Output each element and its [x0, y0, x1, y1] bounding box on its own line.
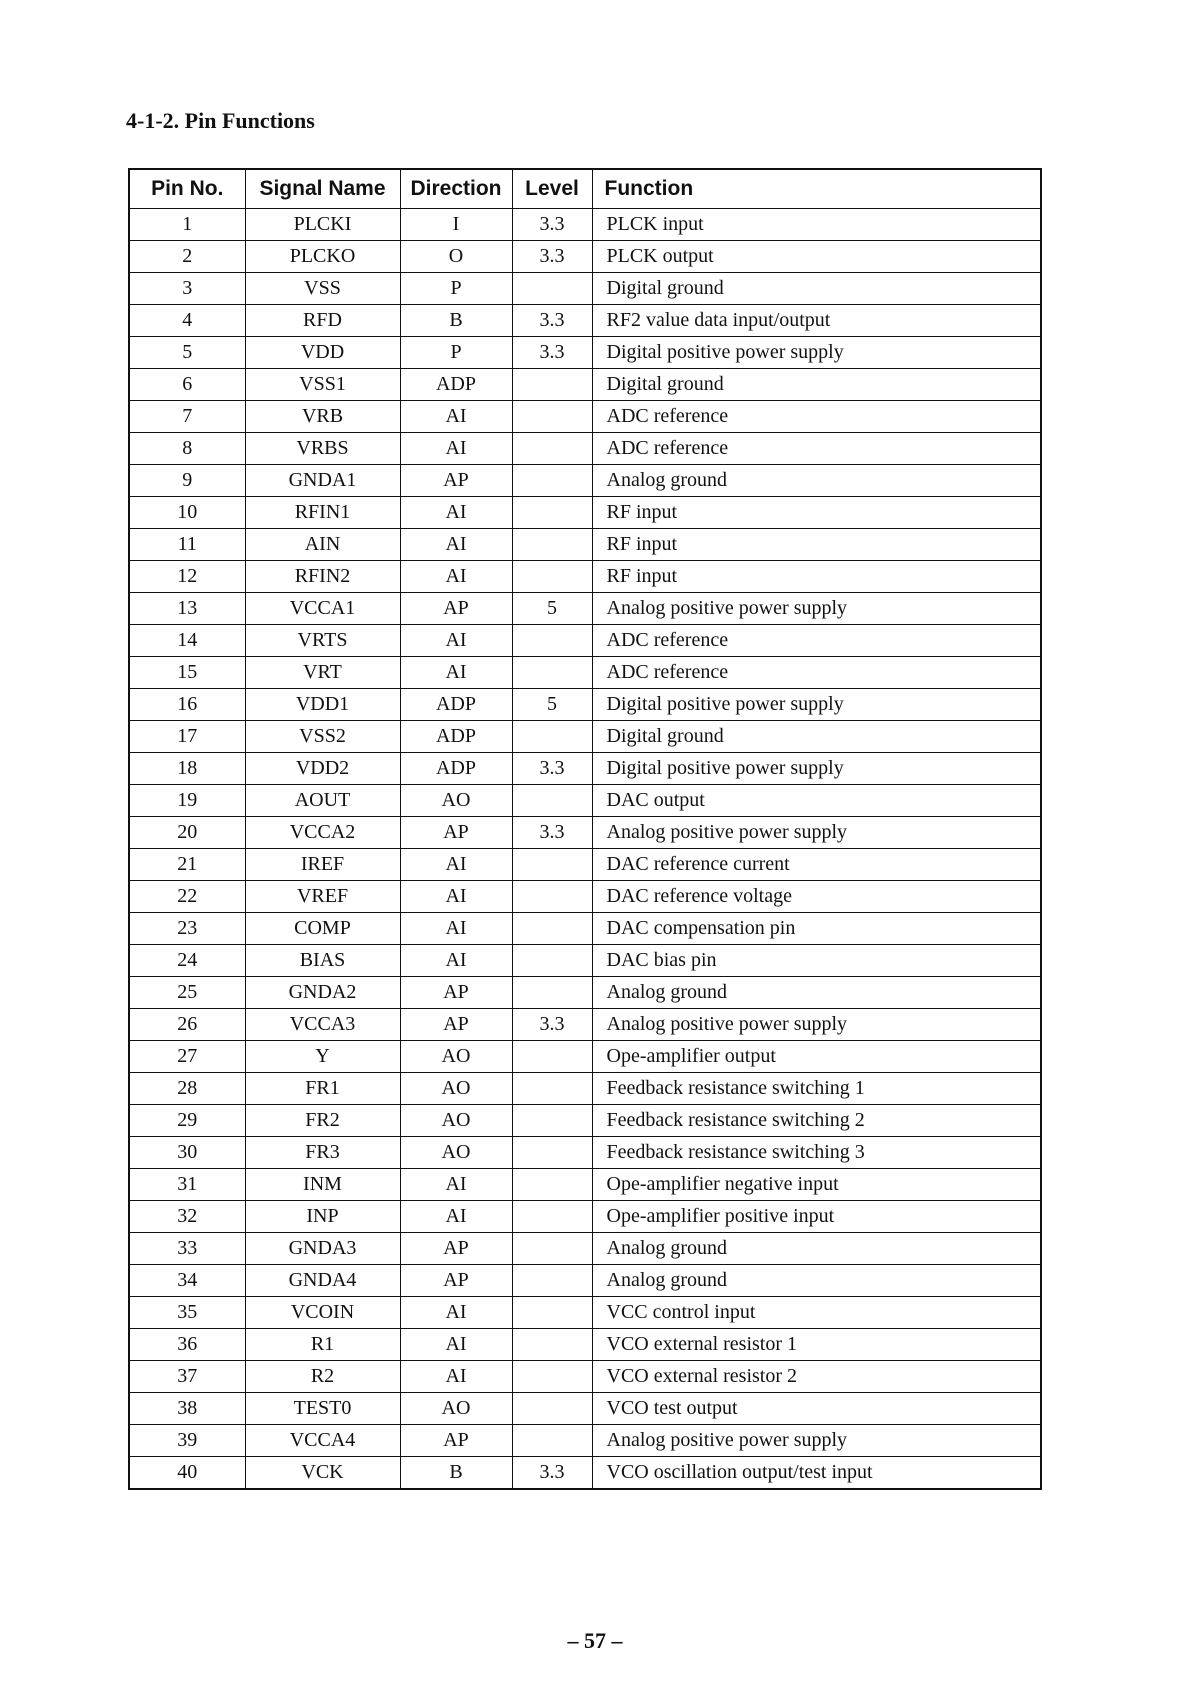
signal-name-cell: VSS: [245, 273, 400, 305]
table-row: [129, 209, 1041, 241]
pin-no-cell: 24: [129, 945, 245, 977]
pin-no-cell: 22: [129, 881, 245, 913]
table-row: [129, 881, 1041, 913]
direction-cell: O: [400, 241, 512, 273]
function-cell: VCO oscillation output/test input: [592, 1457, 1041, 1490]
pin-no-cell: 40: [129, 1457, 245, 1490]
pin-no-cell: 21: [129, 849, 245, 881]
level-cell: [512, 1169, 592, 1201]
function-cell: Analog ground: [592, 1265, 1041, 1297]
level-cell: [512, 657, 592, 689]
level-cell: [512, 1297, 592, 1329]
level-cell: [512, 401, 592, 433]
signal-name-cell: COMP: [245, 913, 400, 945]
signal-name-cell: TEST0: [245, 1393, 400, 1425]
direction-cell: AO: [400, 1137, 512, 1169]
level-cell: [512, 849, 592, 881]
level-cell: [512, 1329, 592, 1361]
function-cell: Feedback resistance switching 2: [592, 1105, 1041, 1137]
table-row: [129, 1105, 1041, 1137]
direction-cell: AI: [400, 881, 512, 913]
direction-cell: AI: [400, 1297, 512, 1329]
pin-no-cell: 7: [129, 401, 245, 433]
direction-cell: AI: [400, 913, 512, 945]
function-cell: Digital ground: [592, 273, 1041, 305]
pin-no-cell: 15: [129, 657, 245, 689]
level-cell: [512, 945, 592, 977]
signal-name-cell: VDD2: [245, 753, 400, 785]
function-cell: Ope-amplifier negative input: [592, 1169, 1041, 1201]
pin-no-cell: 37: [129, 1361, 245, 1393]
function-cell: Digital positive power supply: [592, 753, 1041, 785]
function-cell: DAC reference voltage: [592, 881, 1041, 913]
level-cell: 3.3: [512, 753, 592, 785]
level-cell: [512, 625, 592, 657]
function-cell: VCO test output: [592, 1393, 1041, 1425]
table-row: [129, 1137, 1041, 1169]
level-cell: [512, 1361, 592, 1393]
table-row: [129, 1073, 1041, 1105]
pin-no-cell: 3: [129, 273, 245, 305]
level-cell: [512, 1233, 592, 1265]
direction-cell: P: [400, 273, 512, 305]
direction-cell: AI: [400, 401, 512, 433]
direction-cell: AP: [400, 817, 512, 849]
table-row: [129, 465, 1041, 497]
page-number: – 57 –: [567, 1628, 623, 1653]
table-row: [129, 1009, 1041, 1041]
pin-no-cell: 39: [129, 1425, 245, 1457]
level-cell: [512, 977, 592, 1009]
table-header-row: [129, 169, 1041, 209]
function-cell: ADC reference: [592, 433, 1041, 465]
table-row: [129, 369, 1041, 401]
level-cell: [512, 881, 592, 913]
signal-name-cell: VCCA2: [245, 817, 400, 849]
function-cell: PLCK input: [592, 209, 1041, 241]
signal-name-cell: GNDA2: [245, 977, 400, 1009]
level-cell: [512, 497, 592, 529]
signal-name-cell: INM: [245, 1169, 400, 1201]
direction-cell: AP: [400, 1265, 512, 1297]
function-cell: VCO external resistor 2: [592, 1361, 1041, 1393]
signal-name-cell: RFIN1: [245, 497, 400, 529]
level-cell: [512, 913, 592, 945]
direction-cell: AI: [400, 529, 512, 561]
table-row: [129, 497, 1041, 529]
table-row: [129, 1297, 1041, 1329]
direction-cell: AI: [400, 657, 512, 689]
function-cell: Digital ground: [592, 721, 1041, 753]
pin-no-cell: 5: [129, 337, 245, 369]
signal-name-cell: FR3: [245, 1137, 400, 1169]
function-cell: Analog positive power supply: [592, 593, 1041, 625]
level-cell: [512, 1425, 592, 1457]
signal-name-cell: VRB: [245, 401, 400, 433]
function-cell: DAC reference current: [592, 849, 1041, 881]
pin-no-cell: 14: [129, 625, 245, 657]
level-cell: 3.3: [512, 305, 592, 337]
direction-cell: AP: [400, 1425, 512, 1457]
table-row: [129, 561, 1041, 593]
pin-no-cell: 31: [129, 1169, 245, 1201]
signal-name-cell: VRBS: [245, 433, 400, 465]
signal-name-cell: FR1: [245, 1073, 400, 1105]
table-row: [129, 657, 1041, 689]
function-cell: Ope-amplifier positive input: [592, 1201, 1041, 1233]
header-level: Level: [512, 169, 592, 209]
table-row: [129, 273, 1041, 305]
function-cell: Analog ground: [592, 465, 1041, 497]
direction-cell: AI: [400, 433, 512, 465]
function-cell: ADC reference: [592, 657, 1041, 689]
level-cell: [512, 433, 592, 465]
level-cell: 3.3: [512, 1009, 592, 1041]
pin-no-cell: 16: [129, 689, 245, 721]
pin-no-cell: 1: [129, 209, 245, 241]
pin-no-cell: 13: [129, 593, 245, 625]
direction-cell: AI: [400, 1169, 512, 1201]
signal-name-cell: VCCA3: [245, 1009, 400, 1041]
direction-cell: ADP: [400, 753, 512, 785]
signal-name-cell: VCOIN: [245, 1297, 400, 1329]
level-cell: [512, 1105, 592, 1137]
signal-name-cell: PLCKO: [245, 241, 400, 273]
function-cell: VCO external resistor 1: [592, 1329, 1041, 1361]
signal-name-cell: VCK: [245, 1457, 400, 1490]
level-cell: 5: [512, 593, 592, 625]
table-row: [129, 337, 1041, 369]
signal-name-cell: GNDA1: [245, 465, 400, 497]
direction-cell: ADP: [400, 369, 512, 401]
function-cell: DAC compensation pin: [592, 913, 1041, 945]
pin-no-cell: 25: [129, 977, 245, 1009]
direction-cell: AO: [400, 1073, 512, 1105]
pin-no-cell: 33: [129, 1233, 245, 1265]
pin-no-cell: 27: [129, 1041, 245, 1073]
direction-cell: AP: [400, 593, 512, 625]
level-cell: [512, 273, 592, 305]
direction-cell: AO: [400, 785, 512, 817]
signal-name-cell: R2: [245, 1361, 400, 1393]
level-cell: [512, 785, 592, 817]
function-cell: Digital positive power supply: [592, 689, 1041, 721]
level-cell: [512, 1137, 592, 1169]
direction-cell: AP: [400, 465, 512, 497]
level-cell: [512, 465, 592, 497]
signal-name-cell: VSS1: [245, 369, 400, 401]
signal-name-cell: PLCKI: [245, 209, 400, 241]
level-cell: [512, 369, 592, 401]
signal-name-cell: IREF: [245, 849, 400, 881]
table-row: [129, 1457, 1041, 1490]
level-cell: [512, 1201, 592, 1233]
level-cell: [512, 721, 592, 753]
table-row: [129, 241, 1041, 273]
level-cell: [512, 529, 592, 561]
table-row: [129, 1201, 1041, 1233]
table-row: [129, 945, 1041, 977]
pin-no-cell: 9: [129, 465, 245, 497]
signal-name-cell: VDD1: [245, 689, 400, 721]
table-row: [129, 913, 1041, 945]
pin-no-cell: 36: [129, 1329, 245, 1361]
table-row: [129, 1041, 1041, 1073]
table-row: [129, 593, 1041, 625]
level-cell: [512, 1265, 592, 1297]
direction-cell: ADP: [400, 689, 512, 721]
function-cell: Analog positive power supply: [592, 1009, 1041, 1041]
direction-cell: AI: [400, 497, 512, 529]
signal-name-cell: R1: [245, 1329, 400, 1361]
signal-name-cell: VCCA1: [245, 593, 400, 625]
level-cell: 3.3: [512, 241, 592, 273]
pin-no-cell: 6: [129, 369, 245, 401]
pin-no-cell: 17: [129, 721, 245, 753]
direction-cell: ADP: [400, 721, 512, 753]
signal-name-cell: Y: [245, 1041, 400, 1073]
level-cell: 3.3: [512, 817, 592, 849]
signal-name-cell: FR2: [245, 1105, 400, 1137]
function-cell: ADC reference: [592, 625, 1041, 657]
pin-no-cell: 8: [129, 433, 245, 465]
direction-cell: B: [400, 1457, 512, 1490]
pin-no-cell: 28: [129, 1073, 245, 1105]
direction-cell: AI: [400, 1361, 512, 1393]
pin-no-cell: 30: [129, 1137, 245, 1169]
pin-no-cell: 38: [129, 1393, 245, 1425]
table-row: [129, 721, 1041, 753]
table-row: [129, 817, 1041, 849]
function-cell: Feedback resistance switching 1: [592, 1073, 1041, 1105]
direction-cell: AO: [400, 1041, 512, 1073]
function-cell: Digital positive power supply: [592, 337, 1041, 369]
function-cell: PLCK output: [592, 241, 1041, 273]
function-cell: ADC reference: [592, 401, 1041, 433]
level-cell: [512, 1073, 592, 1105]
function-cell: RF input: [592, 529, 1041, 561]
level-cell: 3.3: [512, 337, 592, 369]
signal-name-cell: VREF: [245, 881, 400, 913]
function-cell: RF2 value data input/output: [592, 305, 1041, 337]
table-row: [129, 977, 1041, 1009]
direction-cell: AP: [400, 1233, 512, 1265]
level-cell: 3.3: [512, 1457, 592, 1490]
pin-no-cell: 32: [129, 1201, 245, 1233]
function-cell: VCC control input: [592, 1297, 1041, 1329]
signal-name-cell: INP: [245, 1201, 400, 1233]
direction-cell: AI: [400, 945, 512, 977]
function-cell: RF input: [592, 497, 1041, 529]
direction-cell: B: [400, 305, 512, 337]
signal-name-cell: VSS2: [245, 721, 400, 753]
signal-name-cell: BIAS: [245, 945, 400, 977]
table-row: [129, 1425, 1041, 1457]
table-row: [129, 433, 1041, 465]
function-cell: Ope-amplifier output: [592, 1041, 1041, 1073]
table-row: [129, 305, 1041, 337]
direction-cell: AI: [400, 625, 512, 657]
function-cell: Analog positive power supply: [592, 817, 1041, 849]
direction-cell: AP: [400, 977, 512, 1009]
header-direction: Direction: [400, 169, 512, 209]
header-signal-name: Signal Name: [245, 169, 400, 209]
function-cell: DAC bias pin: [592, 945, 1041, 977]
pin-no-cell: 35: [129, 1297, 245, 1329]
table-row: [129, 1265, 1041, 1297]
direction-cell: AI: [400, 1329, 512, 1361]
function-cell: DAC output: [592, 785, 1041, 817]
table-row: [129, 1169, 1041, 1201]
table-row: [129, 689, 1041, 721]
table-row: [129, 849, 1041, 881]
pin-no-cell: 34: [129, 1265, 245, 1297]
table-row: [129, 1329, 1041, 1361]
function-cell: Digital ground: [592, 369, 1041, 401]
pin-no-cell: 4: [129, 305, 245, 337]
function-cell: RF input: [592, 561, 1041, 593]
function-cell: Feedback resistance switching 3: [592, 1137, 1041, 1169]
direction-cell: AP: [400, 1009, 512, 1041]
table-row: [129, 401, 1041, 433]
header-pin-no: Pin No.: [129, 169, 245, 209]
signal-name-cell: AOUT: [245, 785, 400, 817]
function-cell: Analog ground: [592, 977, 1041, 1009]
signal-name-cell: RFD: [245, 305, 400, 337]
table-row: [129, 625, 1041, 657]
direction-cell: AO: [400, 1105, 512, 1137]
section-title: 4-1-2. Pin Functions: [126, 108, 315, 133]
pin-no-cell: 18: [129, 753, 245, 785]
signal-name-cell: RFIN2: [245, 561, 400, 593]
function-cell: Analog ground: [592, 1233, 1041, 1265]
signal-name-cell: VCCA4: [245, 1425, 400, 1457]
table-row: [129, 1393, 1041, 1425]
direction-cell: AO: [400, 1393, 512, 1425]
table-row: [129, 1233, 1041, 1265]
signal-name-cell: VDD: [245, 337, 400, 369]
direction-cell: P: [400, 337, 512, 369]
direction-cell: I: [400, 209, 512, 241]
signal-name-cell: VRTS: [245, 625, 400, 657]
direction-cell: AI: [400, 849, 512, 881]
level-cell: [512, 1041, 592, 1073]
signal-name-cell: VRT: [245, 657, 400, 689]
signal-name-cell: GNDA4: [245, 1265, 400, 1297]
pin-no-cell: 29: [129, 1105, 245, 1137]
table-row: [129, 1361, 1041, 1393]
level-cell: [512, 1393, 592, 1425]
pin-no-cell: 11: [129, 529, 245, 561]
pin-no-cell: 23: [129, 913, 245, 945]
pin-no-cell: 10: [129, 497, 245, 529]
table-row: [129, 753, 1041, 785]
function-cell: Analog positive power supply: [592, 1425, 1041, 1457]
level-cell: 3.3: [512, 209, 592, 241]
level-cell: [512, 561, 592, 593]
pin-no-cell: 20: [129, 817, 245, 849]
pin-functions-table: [128, 168, 1042, 1490]
pin-no-cell: 19: [129, 785, 245, 817]
pin-no-cell: 26: [129, 1009, 245, 1041]
header-function: Function: [592, 169, 1041, 209]
table-row: [129, 785, 1041, 817]
pin-no-cell: 12: [129, 561, 245, 593]
signal-name-cell: GNDA3: [245, 1233, 400, 1265]
level-cell: 5: [512, 689, 592, 721]
pin-no-cell: 2: [129, 241, 245, 273]
direction-cell: AI: [400, 1201, 512, 1233]
direction-cell: AI: [400, 561, 512, 593]
table-row: [129, 529, 1041, 561]
signal-name-cell: AIN: [245, 529, 400, 561]
